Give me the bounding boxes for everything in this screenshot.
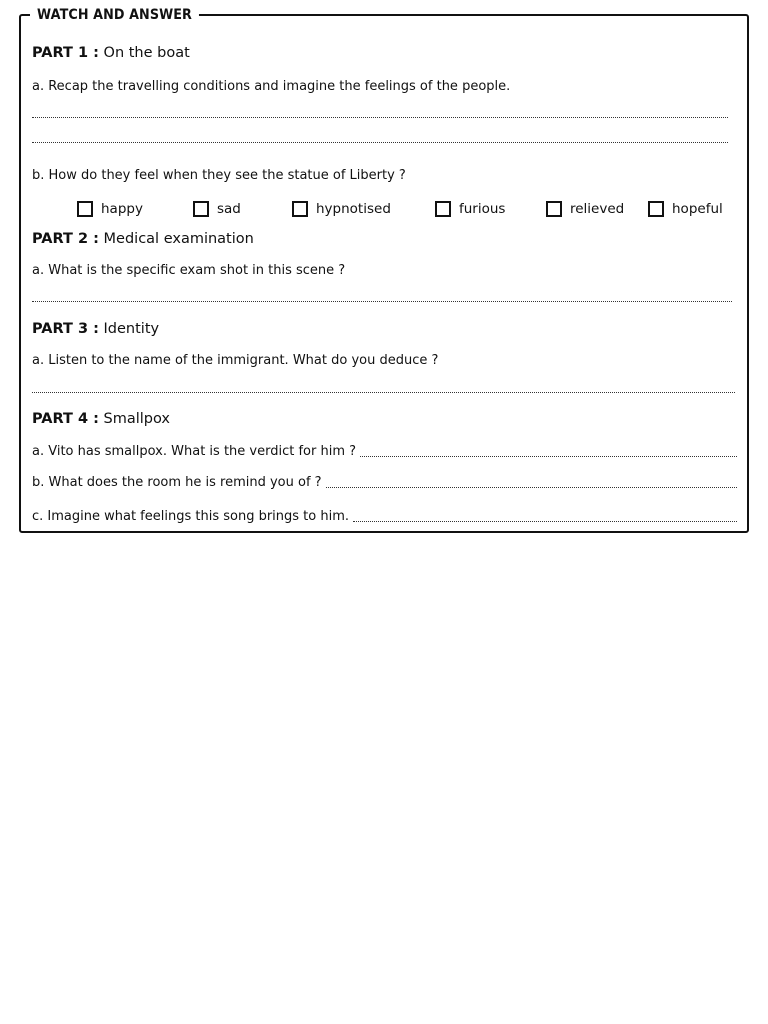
- part4-answer-line-c[interactable]: [353, 521, 737, 522]
- part4-answer-line-a[interactable]: [360, 456, 737, 457]
- checkbox-happy[interactable]: [77, 201, 93, 217]
- part3-answer-line[interactable]: [32, 392, 735, 393]
- part2-label: PART 2 :: [32, 231, 99, 247]
- part1-answer-line-2[interactable]: [32, 142, 728, 143]
- checkbox-hopeful[interactable]: [648, 201, 664, 217]
- part1-answer-line-1[interactable]: [32, 117, 728, 118]
- watch-and-answer-box: [19, 7, 749, 533]
- choice-label: sad: [217, 201, 241, 217]
- choice-label: hopeful: [672, 201, 723, 217]
- choice-label: relieved: [570, 201, 625, 217]
- part3-title: Identity: [103, 321, 160, 337]
- part4-heading: [32, 409, 170, 429]
- part1-heading: [32, 43, 190, 63]
- part1-question-a: a. Recap the travelling conditions and imagine the feelings of the people.: [32, 79, 511, 94]
- part4-answer-line-b[interactable]: [326, 487, 737, 488]
- checkbox-sad[interactable]: [193, 201, 209, 217]
- part4-question-c: c. Imagine what feelings this song brings to him.: [32, 509, 350, 524]
- part1-question-b: b. How do they feel when they see the statue of Liberty ?: [32, 168, 406, 183]
- choice-relieved[interactable]: [546, 200, 624, 218]
- part4-question-b-row: [32, 474, 737, 492]
- part2-heading: [32, 229, 254, 249]
- section-title: WATCH AND ANSWER: [30, 5, 199, 25]
- part4-label: PART 4 :: [32, 411, 99, 427]
- choice-label: happy: [101, 201, 143, 217]
- choice-label: hypnotised: [316, 201, 391, 217]
- part1-label: PART 1 :: [32, 45, 99, 61]
- part2-question-a: a. What is the specific exam shot in this scene ?: [32, 263, 346, 278]
- part2-title: Medical examination: [103, 231, 254, 247]
- part3-heading: [32, 319, 159, 339]
- checkbox-relieved[interactable]: [546, 201, 562, 217]
- choice-happy[interactable]: [77, 200, 143, 218]
- part4-question-c-row: [32, 508, 737, 526]
- checkbox-hypnotised[interactable]: [292, 201, 308, 217]
- part1-title: On the boat: [103, 45, 190, 61]
- choice-sad[interactable]: [193, 200, 241, 218]
- checkbox-furious[interactable]: [435, 201, 451, 217]
- part4-question-b: b. What does the room he is remind you of ?: [32, 475, 322, 490]
- part4-title: Smallpox: [103, 411, 171, 427]
- part4-question-a-row: [32, 443, 737, 461]
- choice-hypnotised[interactable]: [292, 200, 391, 218]
- choice-label: furious: [459, 201, 506, 217]
- part3-question-a: a. Listen to the name of the immigrant. What do you deduce ?: [32, 353, 439, 368]
- feelings-choices: [21, 200, 747, 220]
- part3-label: PART 3 :: [32, 321, 99, 337]
- part2-answer-line[interactable]: [32, 301, 732, 302]
- part4-question-a: a. Vito has smallpox. What is the verdict for him ?: [32, 444, 357, 459]
- choice-furious[interactable]: [435, 200, 505, 218]
- choice-hopeful[interactable]: [648, 200, 723, 218]
